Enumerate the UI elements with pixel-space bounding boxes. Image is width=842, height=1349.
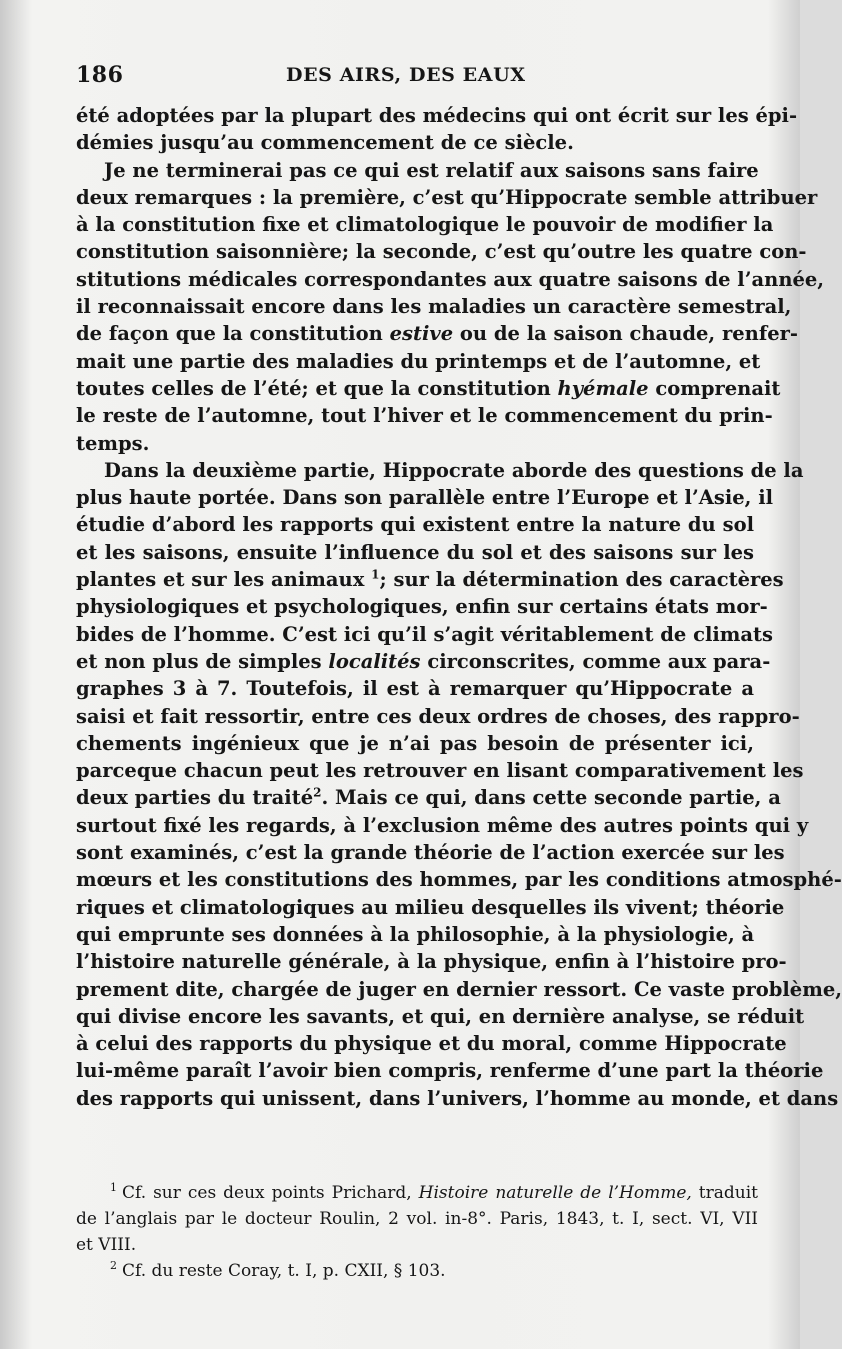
text-run: circonscrites, comme aux para- [420,649,771,673]
footnote-2 [76,1258,758,1284]
text-line: été adoptées par la plupart des médecins qui ont écrit sur les épi- [76,104,798,127]
footnote-reference: 1 [371,567,380,582]
italic-term: estive [389,322,454,346]
text-line: l’histoire naturelle générale, à la physique, enfin à l’histoire pro- [76,950,787,974]
text-line: saisi et fait ressortir, entre ces deux ordres de choses, des rappro- [76,704,800,728]
text-line: Je ne terminerai pas ce qui est relatif aux saisons sans faire [104,158,759,182]
text-run: et non plus de simples [76,649,329,673]
text-run: ; sur la détermination des caractères [379,568,784,592]
text-line: chements ingénieux que je n’ai pas besoin de présenter ici, [76,731,754,755]
text-line: qui divise encore les savants, et qui, en dernière analyse, se réduit [76,1004,805,1028]
text-line: qui emprunte ses données à la philosophie, à la physiologie, à [76,922,755,946]
italic-term: localités [328,649,421,673]
page-number: 186 [76,62,124,88]
footnote-1 [76,1180,758,1206]
text-line: il reconnaissait encore dans les maladies un caractère semestral, [76,295,792,319]
footnote-mark: 1 [110,1181,117,1195]
text-line: sont examinés, c’est la grande théorie de l’action exercée sur les [76,841,785,865]
text-line: démies jusqu’au commencement de ce siècle. [76,131,574,155]
text-line: parceque chacun peut les retrouver en lisant comparativement les [76,759,804,783]
running-title: DES AIRS, DES EAUX [286,64,526,86]
text-line [76,320,799,347]
text-line [76,566,784,593]
text-line: bides de l’homme. C’est ici qu’il s’agit véritablement de climats [76,622,774,646]
body-text [76,102,842,1112]
text-line: physiologiques et psychologiques, enfin sur certains états mor- [76,595,768,619]
text-line [76,648,771,675]
text-line: le reste de l’automne, tout l’hiver et le commencement du prin- [76,404,773,428]
footnote-mark: 2 [110,1259,117,1273]
text-run: plantes et sur les animaux [76,568,372,592]
footnotes [76,1180,758,1284]
text-line: stitutions médicales correspondantes aux quatre saisons de l’année, [76,267,825,291]
text-run: ou de la saison chaude, renfer- [453,322,799,346]
italic-term: hyémale [557,376,649,400]
text-line: à la constitution fixe et climatologique le pouvoir de modifier la [76,213,774,237]
footnote-text: Cf. sur ces deux points Prichard, [122,1183,419,1203]
footnote-text: Cf. du reste Coray, t. I, p. CXII, § 103. [122,1261,446,1281]
text-line: graphes 3 à 7. Toutefois, il est à remarquer qu’Hippocrate a [76,677,754,701]
text-line: mait une partie des maladies du printemps et de l’automne, et [76,349,761,373]
text-line: lui-même paraît l’avoir bien compris, renferme d’une part la théorie [76,1059,824,1083]
text-line: surtout fixé les regards, à l’exclusion même des autres points qui y [76,813,809,837]
text-line: mœurs et les constitutions des hommes, par les conditions atmosphé- [76,868,842,892]
text-line: à celui des rapports du physique et du moral, comme Hippocrate [76,1032,787,1056]
footnote-1-continuation: de l’anglais par le docteur Roulin, 2 vol. in-8°. Paris, 1843, t. I, sect. VI, VII [76,1209,758,1229]
text-line: prement dite, chargée de juger en dernier ressort. Ce vaste problème, [76,977,842,1001]
page-header [76,62,754,96]
text-line [76,784,781,811]
text-line: plus haute portée. Dans son parallèle entre l’Europe et l’Asie, il [76,486,774,510]
text-run: deux parties du traité [76,786,314,810]
text-line: des rapports qui unissent, dans l’univers, l’homme au monde, et dans [76,1086,839,1110]
text-line: et les saisons, ensuite l’influence du sol et des saisons sur les [76,540,754,564]
text-run: de façon que la constitution [76,322,390,346]
text-line [76,375,781,402]
footnote-book-title: Histoire naturelle de l’Homme, [418,1183,692,1203]
footnote-1-continuation: et VIII. [76,1235,137,1255]
footnote-reference: 2 [313,785,322,800]
text-line: riques et climatologiques au milieu desquelles ils vivent; théorie [76,895,785,919]
text-run: comprenait [648,376,781,400]
text-run: . Mais ce qui, dans cette seconde partie, a [321,786,781,810]
text-line: deux remarques : la première, c’est qu’Hippocrate semble attribuer [76,185,818,209]
text-line: constitution saisonnière; la seconde, c’est qu’outre les quatre con- [76,240,807,264]
footnote-text: traduit [691,1183,758,1203]
text-line: étudie d’abord les rapports qui existent entre la nature du sol [76,513,754,537]
text-line: temps. [76,431,150,455]
text-run: toutes celles de l’été; et que la constitution [76,376,558,400]
text-line: Dans la deuxième partie, Hippocrate aborde des questions de la [104,458,804,482]
